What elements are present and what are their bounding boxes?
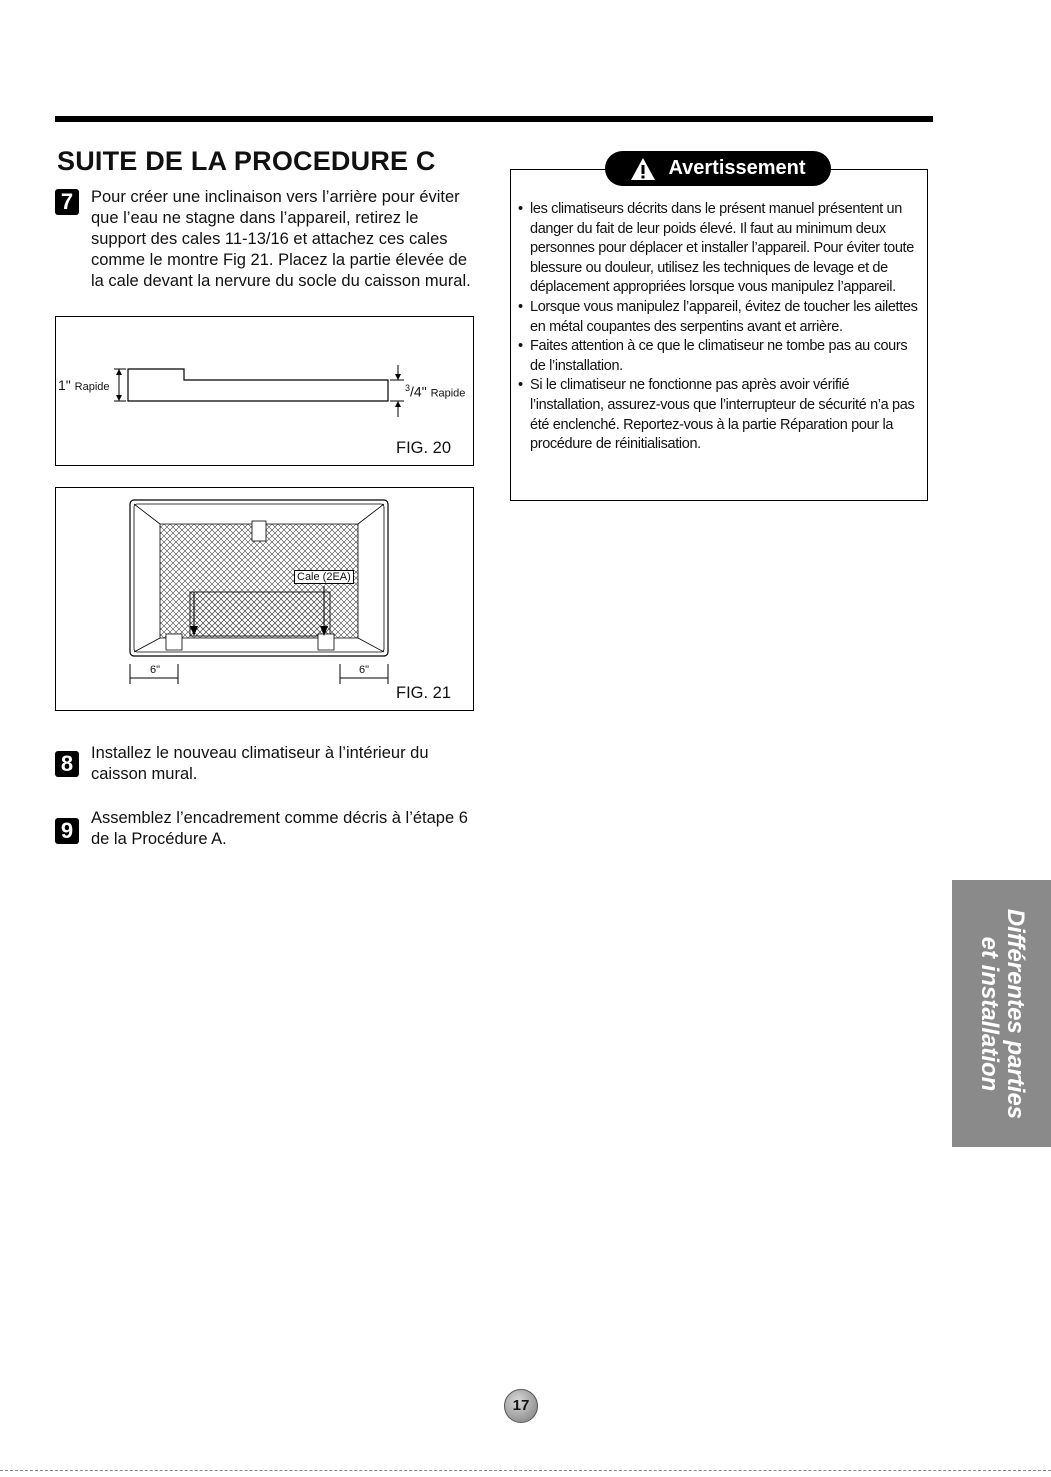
step-8: [55, 743, 475, 785]
figure-21: [55, 487, 474, 711]
step-number-badge: 9: [55, 818, 79, 844]
right-dimension-label: $^3$/4" Rapide: [405, 383, 466, 400]
figure-caption: FIG. 20: [396, 439, 452, 457]
right-spacing-label: 6": [359, 664, 370, 676]
section-side-tab: [952, 880, 1051, 1147]
warning-item: • les climatiseurs décrits dans le présent manuel présentent un danger du fait de leur poids élevé. Il faut au minimum deux personnes pour déplacer et installer l’appareil. Pour éviter toute blessure ou douleur, utilisez les techniques de levage et de déplacement appropriées lorsque vous manipulez l’appareil.: [518, 200, 923, 298]
step-text: Installez le nouveau climatiseur à l’intérieur du caisson mural.: [91, 744, 429, 783]
bottom-divider: [0, 1470, 1051, 1471]
left-spacing-label: 6": [150, 664, 161, 676]
step-number-badge: 7: [55, 189, 79, 215]
top-rule: [55, 116, 933, 122]
step-9: [55, 808, 475, 850]
page-title: SUITE DE LA PROCEDURE C: [57, 146, 436, 176]
left-dimension-label: 1" Rapide: [58, 377, 110, 393]
warning-title: Avertissement: [668, 157, 806, 179]
warning-header: [605, 151, 831, 186]
figure-caption: FIG. 21: [396, 684, 452, 702]
side-tab-label: Différentes parties et installation: [975, 908, 1029, 1119]
step-7: [55, 187, 475, 292]
wall-sleeve-diagram: [56, 488, 475, 712]
shim-callout: Cale (2EA): [294, 570, 354, 584]
warning-list: [518, 200, 923, 455]
step-text: Pour créer une inclinaison vers l’arrière pour éviter que l’eau ne stagne dans l’appareil, retirez le support des cales 11-13/16 et attachez ces cales comme le montre Fig 21. Placez la partie élevée de la cale devant la nervure du socle du caisson mural.: [91, 188, 471, 290]
page-number: 17: [504, 1389, 538, 1423]
warning-item: • Lorsque vous manipulez l’appareil, évitez de toucher les ailettes en métal coupantes des serpentins avant et arrière.: [518, 298, 923, 337]
warning-item: • Si le climatiseur ne fonctionne pas après avoir vérifié l’installation, assurez-vous que l’interrupteur de sécurité n’a pas été enclenché. Reportez-vous à la partie Réparation pour la procédure de réinitialisation.: [518, 376, 923, 454]
warning-item: • Faites attention à ce que le climatiseur ne tombe pas au cours de l’installation.: [518, 337, 923, 376]
step-text: Assemblez l’encadrement comme décris à l’étape 6 de la Procédure A.: [91, 809, 468, 848]
warning-icon: [630, 157, 656, 181]
figure-20: [55, 316, 474, 466]
step-number-badge: 8: [55, 751, 79, 777]
